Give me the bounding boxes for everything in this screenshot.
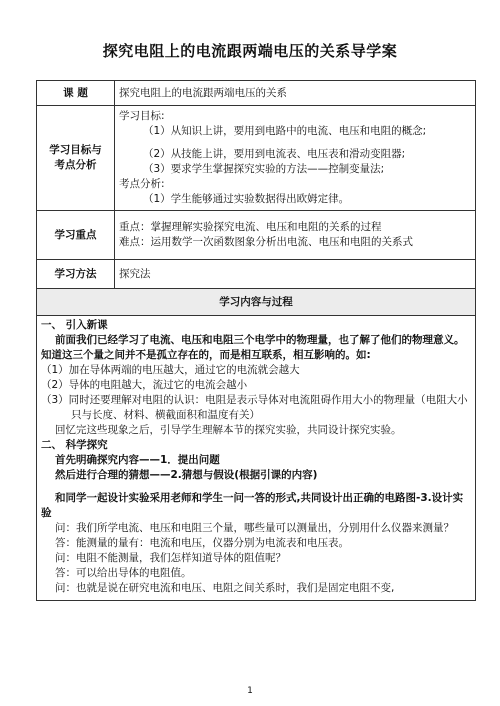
content-body [37,316,476,601]
qa-line: 答：能测量的量有：电流和电压，仪器分别为电流表和电压表。 [55,537,349,549]
section-2-title: 二、 科学探究 [41,439,108,451]
section-1-title: 一、 引入新课 [41,319,108,331]
goals-label-line-1: 学习目标与 [49,144,102,156]
difficult-point: 难点：运用数学一次函数图象分析出电流、电压和电阻的关系式 [119,236,413,248]
step-1: 首先明确探究内容——1．提出问题 [55,454,220,466]
content-row [37,316,476,601]
design-paragraph: 和同学一起设计实验采用老师和学生一问一答的形式,共同设计出正确的电路图-3.设计实验 [41,492,464,519]
method-value: 探究法 [115,260,476,289]
qa-line: 答：可以给出导体的电阻值。 [55,567,192,579]
exam-heading: 考点分析: [119,178,165,190]
goals-row [37,106,476,211]
exam-item: （1）学生能够通过实验数据得出欧姆定律。 [143,193,350,205]
key-label: 学习重点 [37,211,115,260]
goals-label [37,106,115,211]
goal-item: （2）从技能上讲，要用到电流表、电压表和滑动变阻器; [143,148,406,160]
key-row [37,211,476,260]
lesson-plan-table [36,80,476,601]
section-1-intro: 前面我们已经学习了电流、电压和电阻三个电学中的物理量，也了解了他们的物理意义。知道这三个量之间并不是孤立存在的，而是相互联系，相互影响的。如: [41,334,465,361]
method-row [37,260,476,289]
key-content [115,211,476,260]
qa-line: 问：电阻不能测量，我们怎样知道导体的阻值呢？ [55,552,286,564]
qa-line: 问：也就是说在研究电流和电压、电阻之间关系时，我们是固定电阻不变, [55,582,395,594]
page-number: 1 [247,686,253,696]
content-header: 学习内容与过程 [37,289,476,316]
list-item: （1）加在导体两端的电压越大，通过它的电流就会越大 [41,364,300,376]
recall-paragraph: 回忆完这些现象之后，引导学生理解本节的探究实验，共同设计探究实验。 [55,424,402,436]
goal-item: （1）从知识上讲，要用到电路中的电流、电压和电阻的概念; [143,125,427,137]
content-header-row [37,289,476,316]
goals-heading: 学习目标: [119,110,165,122]
document-title: 探究电阻上的电流跟两端电压的关系导学案 [102,42,398,60]
topic-value: 探究电阻上的电流跟两端电压的关系 [115,81,476,106]
goals-content [115,106,476,211]
step-2: 然后进行合理的猜想——2.猜想与假设(根据引课的内容) [55,469,318,481]
list-item: （2）导体的电阻越大，流过它的电流会越小 [41,379,248,391]
key-point: 重点：掌握理解实验探究电流、电压和电阻的关系的过程 [119,221,382,233]
goal-item: （3）要求学生掌握探究实验的方法——控制变量法; [143,163,385,175]
goals-label-line-2: 考点分析 [54,159,97,171]
topic-label: 课 题 [37,81,115,106]
topic-row [37,81,476,106]
qa-line: 问：我们所学电流、电压和电阻三个量，哪些量可以测量出，分别用什么仪器来测量？ [55,522,454,534]
method-label: 学习方法 [37,260,115,289]
list-item: （3）同时还要理解对电阻的认识：电阻是表示导体对电流阻碍作用大小的物理量（电阻大小只与长度、材料、横截面积和温度有关） [41,394,468,421]
